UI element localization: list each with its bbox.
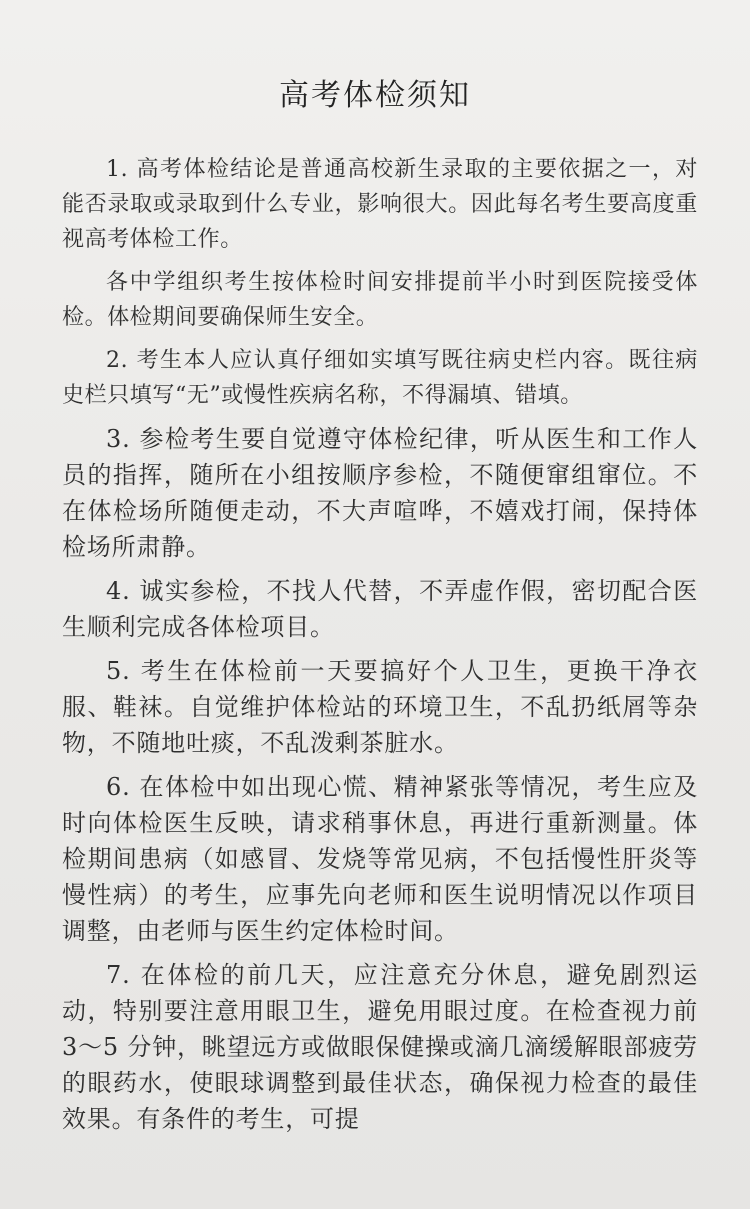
paragraph-5: 5. 考生在体检前一天要搞好个人卫生，更换干净衣服、鞋袜。自觉维护体检站的环境卫生，不乱扔纸屑等杂物，不随地吐痰，不乱泼剩茶脏水。 <box>62 657 698 757</box>
document-body <box>62 152 698 1145</box>
paragraph-3: 3. 参检考生要自觉遵守体检纪律，听从医生和工作人员的指挥，随所在小组按顺序参检，不随便窜组窜位。不在体检场所随便走动，不大声喧哗，不嬉戏打闹，保持体检场所肃静。 <box>62 425 698 561</box>
paragraph-6: 6. 在体检中如出现心慌、精神紧张等情况，考生应及时向体检医生反映，请求稍事休息，再进行重新测量。体检期间患病（如感冒、发烧等常见病，不包括慢性肝炎等慢性病）的考生，应事先向老师和医生说明情况以作项目调整，由老师与医生约定体检时间。 <box>62 773 698 945</box>
paragraph-4: 4. 诚实参检，不找人代替，不弄虚作假，密切配合医生顺利完成各体检项目。 <box>62 577 698 641</box>
paragraph-2: 2. 考生本人应认真仔细如实填写既往病史栏内容。既往病史栏只填写“无”或慢性疾病名称，不得漏填、错填。 <box>62 348 698 408</box>
paragraph-7: 7. 在体检的前几天，应注意充分休息，避免剧烈运动，特别要注意用眼卫生，避免用眼过度。在检查视力前 3～5 分钟，眺望远方或做眼保健操或滴几滴缓解眼部疲劳的眼药水，使眼球调整到最佳状态，确保视力检查的最佳效果。有条件的考生，可提 <box>62 961 698 1133</box>
document-title: 高考体检须知 <box>279 78 471 113</box>
paragraph-1-continued: 各中学组织考生按体检时间安排提前半小时到医院接受体检。体检期间要确保师生安全。 <box>62 270 698 330</box>
paragraph-1: 1. 高考体检结论是普通高校新生录取的主要依据之一，对能否录取或录取到什么专业，影响很大。因此每名考生要高度重视高考体检工作。 <box>62 157 698 252</box>
